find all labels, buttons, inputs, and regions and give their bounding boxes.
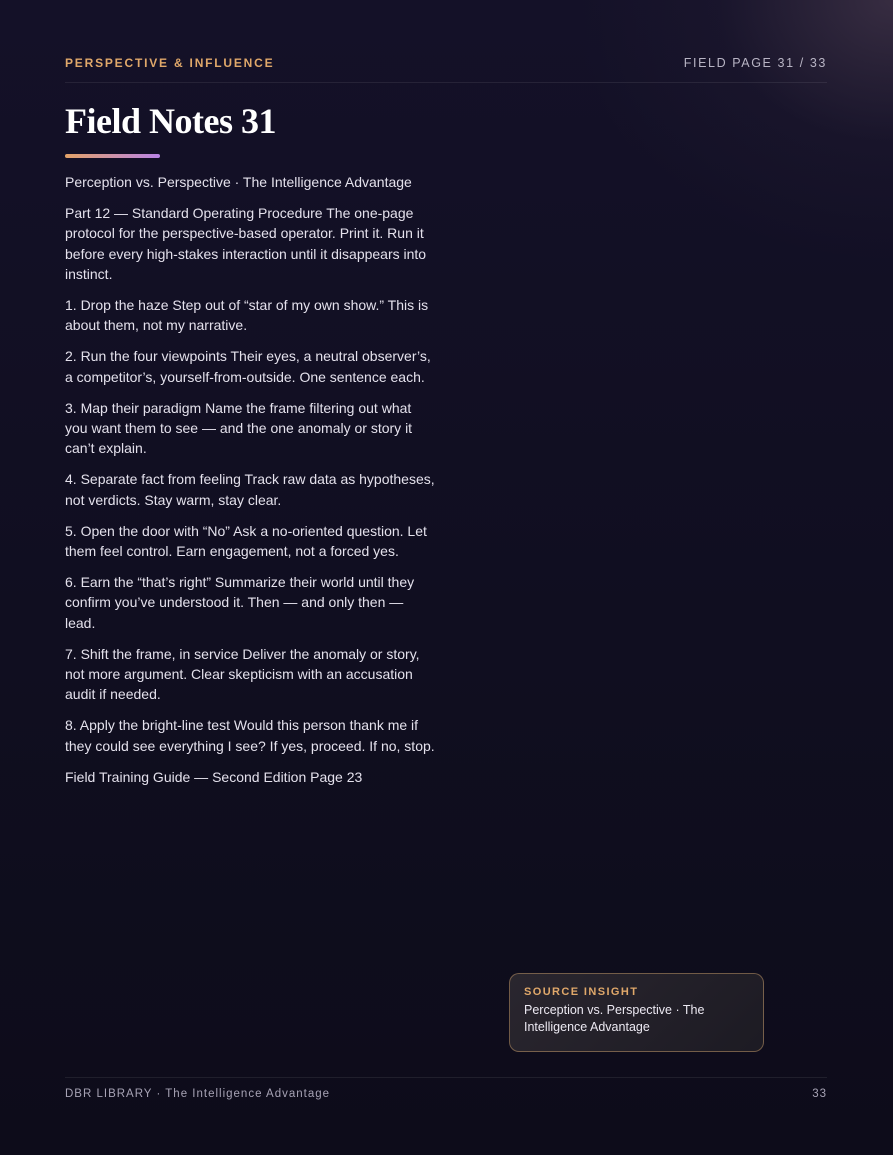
step-item: 3. Map their paradigm Name the frame filtering out what you want them to see — and the one anomaly or story it can’t explain. <box>65 399 413 457</box>
step-item: 5. Open the door with “No” Ask a no-oriented question. Let them feel control. Earn engagement, not a forced yes. <box>65 522 427 560</box>
source-citation: Field Training Guide — Second Edition Page 23 <box>65 768 363 785</box>
page-title: Field Notes 31 <box>65 101 276 141</box>
page-footer <box>65 1077 827 1108</box>
footer-library-label: DBR LIBRARY · The Intelligence Advantage <box>65 1088 331 1100</box>
callout-text: Perception vs. Perspective · The Intelligence Advantage <box>524 1003 705 1034</box>
step-item: 2. Run the four viewpoints Their eyes, a neutral observer’s, a competitor’s, yourself-from-outside. One sentence each. <box>65 348 431 385</box>
step-item: 8. Apply the bright-line test Would this person thank me if they could see everything I see? If yes, proceed. If no, stop. <box>65 717 435 754</box>
intro-paragraph: Part 12 — Standard Operating Procedure The one-page protocol for the perspective-based operator. Print it. Run it before every high-stakes interaction until it disappears into instinct. <box>65 205 427 282</box>
subtitle-line: Perception vs. Perspective · The Intelligence Advantage <box>65 174 412 190</box>
step-item: 1. Drop the haze Step out of “star of my own show.” This is about them, not my narrative. <box>65 297 429 334</box>
page-header <box>65 56 827 83</box>
footer-page-number: 33 <box>812 1088 827 1100</box>
body-text <box>65 172 435 798</box>
step-item: 7. Shift the frame, in service Deliver the anomaly or story, not more argument. Clear skepticism with an accusation audit if needed. <box>65 645 420 703</box>
source-insight-callout <box>509 973 764 1052</box>
callout-label: SOURCE INSIGHT <box>524 986 639 998</box>
step-item: 6. Earn the “that’s right” Summarize their world until they confirm you’ve understood it. Then — and only then — lead. <box>65 574 415 631</box>
step-item: 4. Separate fact from feeling Track raw data as hypotheses, not verdicts. Stay warm, stay clear. <box>65 471 435 508</box>
section-kicker: PERSPECTIVE & INFLUENCE <box>65 56 275 70</box>
title-underline <box>65 154 160 158</box>
page-number-label: FIELD PAGE 31 / 33 <box>683 56 827 70</box>
